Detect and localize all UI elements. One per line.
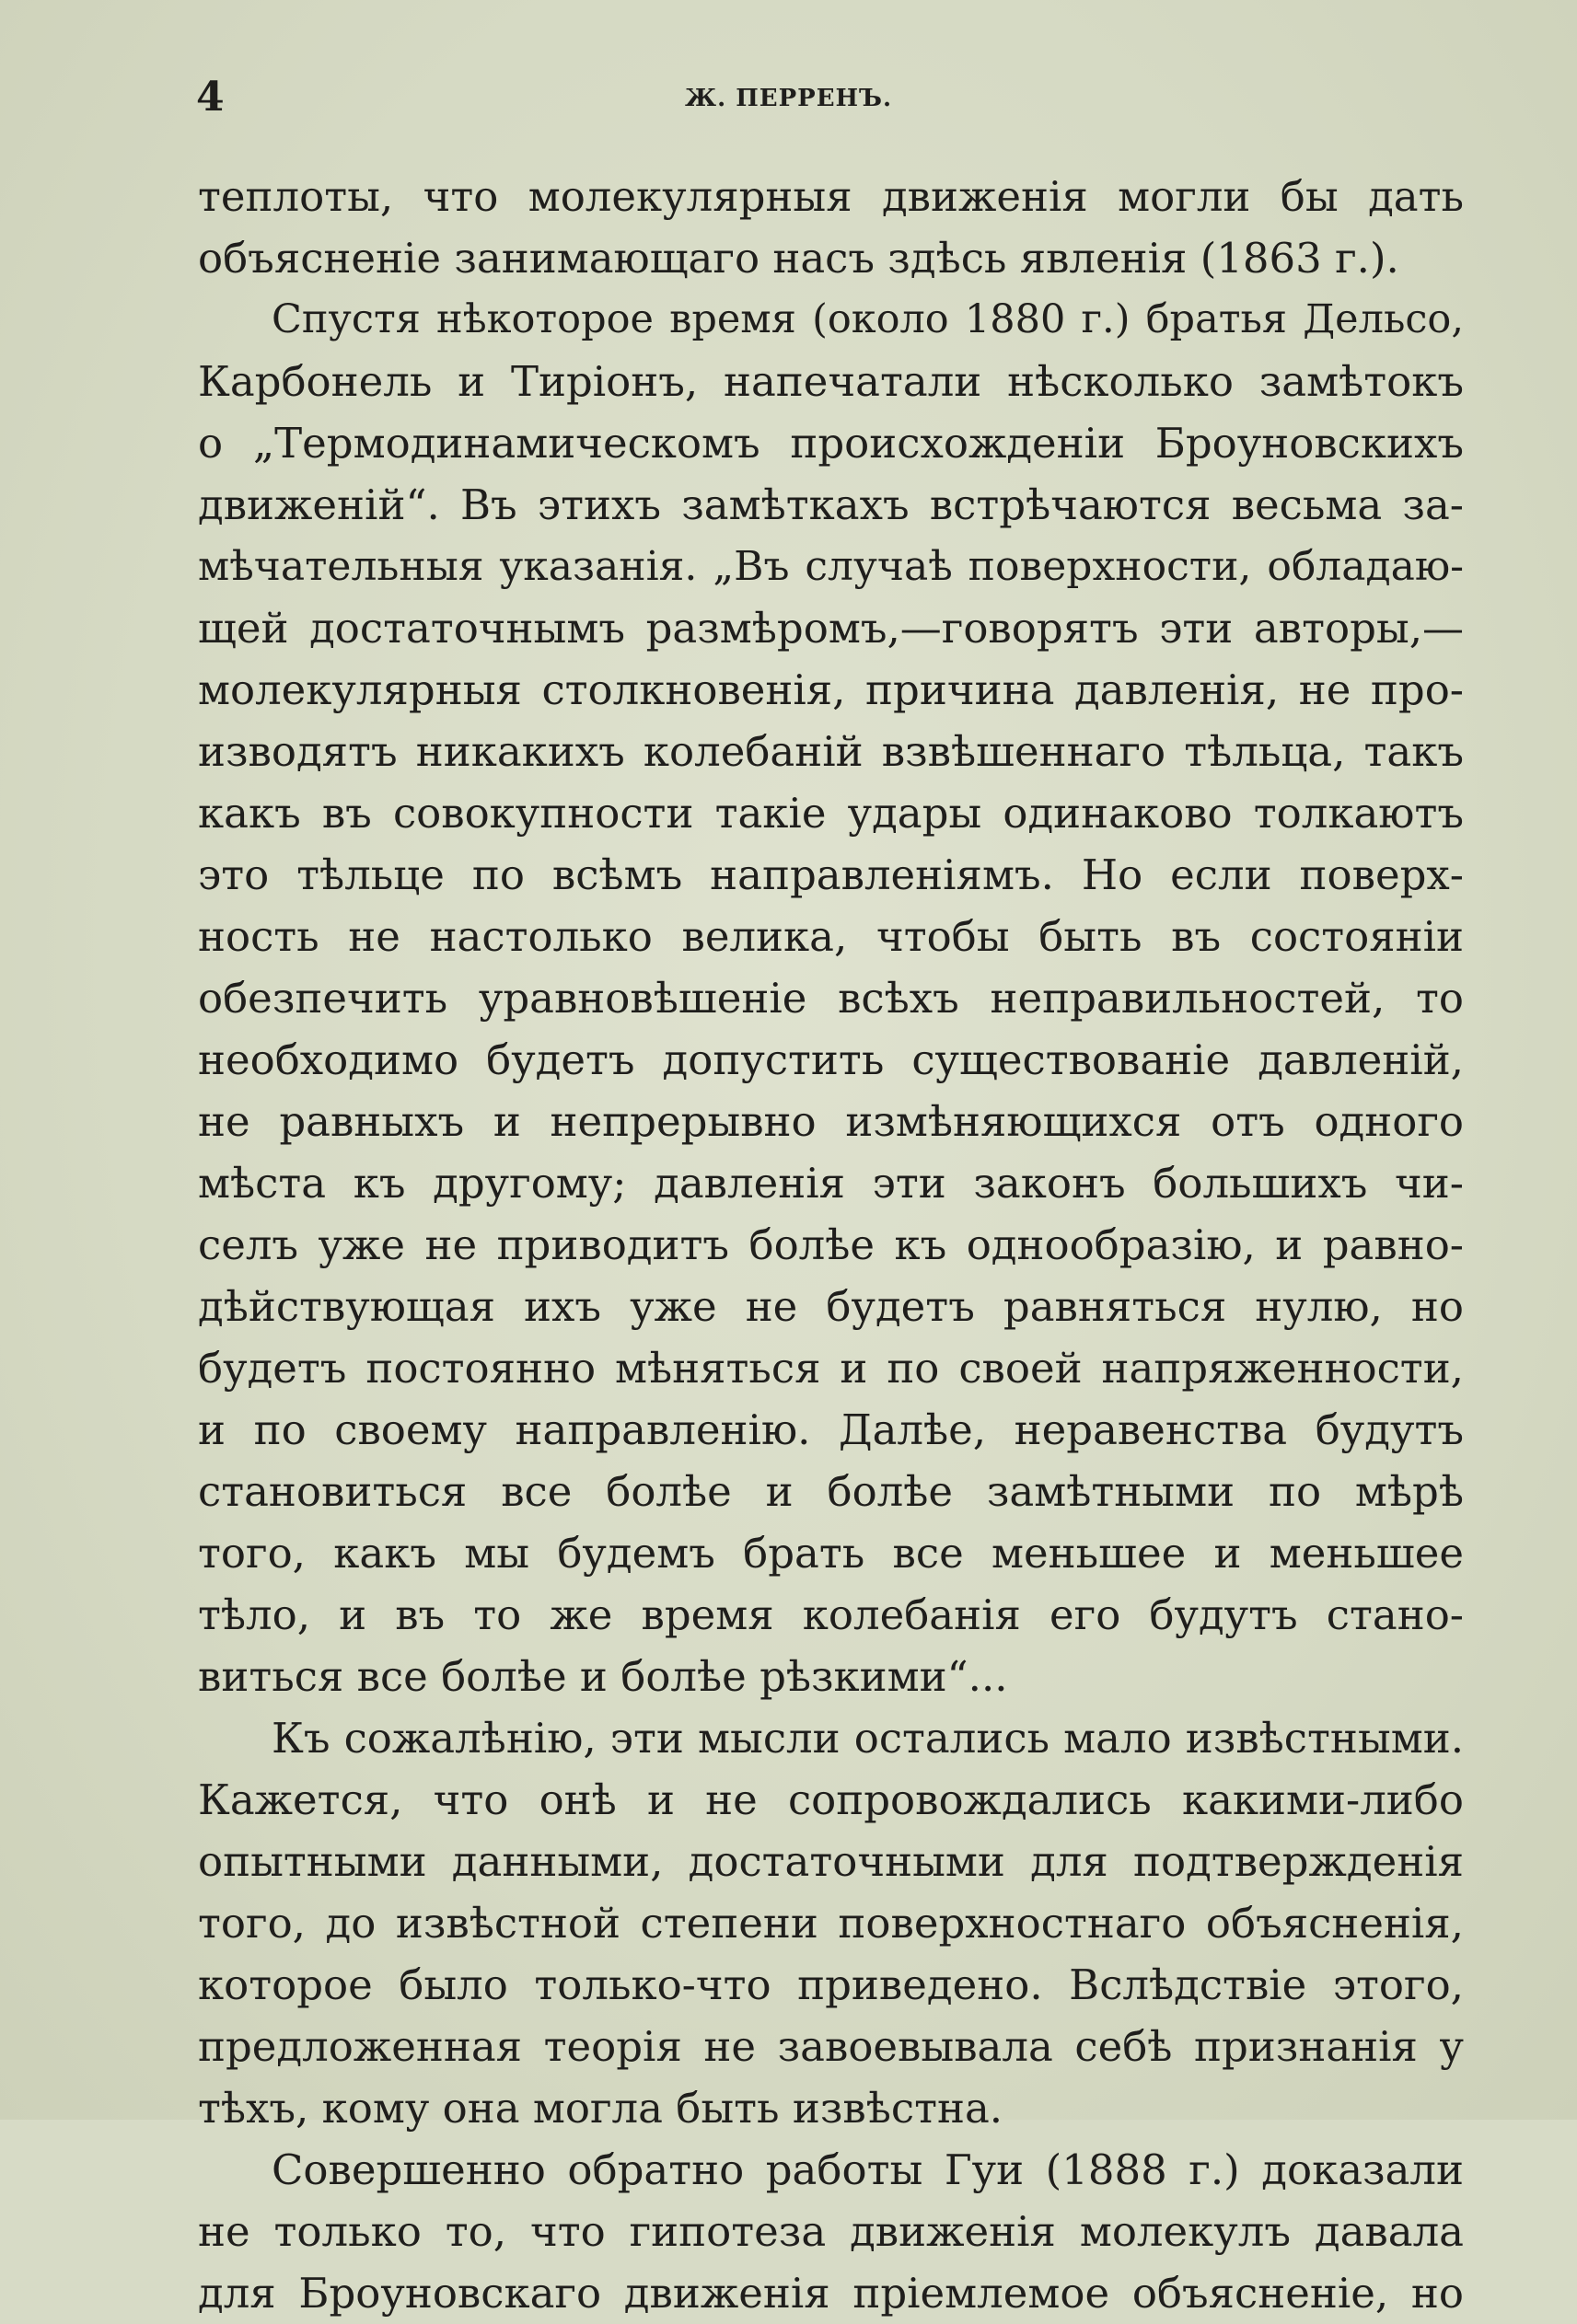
text-line: для Броуновскаго движенія пріемлемое объясненіе, но — [198, 2269, 1464, 2318]
text-line: дѣйствующая ихъ уже не будетъ равняться нулю, но — [198, 1282, 1464, 1331]
text-line: тѣло, и въ то же время колебанія его будутъ стано- — [198, 1590, 1464, 1639]
text-line: Карбонель и Тиріонъ, напечатали нѣсколько замѣтокъ — [198, 357, 1464, 406]
running-title: Ж. ПЕРРЕНЪ. — [685, 85, 892, 112]
page-number: 4 — [196, 74, 225, 121]
text-line: обезпечить уравновѣшеніе всѣхъ неправильностей, то — [198, 974, 1464, 1023]
text-line: становиться все болѣе и болѣе замѣтными по мѣрѣ — [198, 1467, 1464, 1516]
text-line: не равныхъ и непрерывно измѣняющихся отъ одного — [198, 1097, 1464, 1146]
text-line: предложенная теорія не завоевывала себѣ признанія у — [198, 2022, 1464, 2071]
text-line: Спустя нѣкоторое время (около 1880 г.) братья Дельсо, — [272, 296, 1464, 342]
text-line: о „Термодинамическомъ происхожденіи Броуновскихъ — [198, 419, 1464, 468]
text-line: мѣста къ другому; давленія эти законъ большихъ чи- — [198, 1159, 1464, 1208]
text-line: того, какъ мы будемъ брать все меньшее и меньшее — [198, 1529, 1464, 1578]
text-line: изводятъ никакихъ колебаній взвѣшеннаго тѣльца, такъ — [198, 727, 1464, 776]
text-line: ность не настолько велика, чтобы быть въ состояніи — [198, 912, 1464, 961]
text-line: молекулярныя столкновенія, причина давленія, не про- — [198, 665, 1464, 714]
text-line: Къ сожалѣнію, эти мысли остались мало извѣстными. — [272, 1714, 1464, 1763]
text-line: какъ въ совокупности такіе удары одинаково толкаютъ — [198, 789, 1464, 838]
text-line: виться все болѣе и болѣе рѣзкими“... — [198, 1652, 1008, 1701]
text-line: Кажется, что онѣ и не сопровождались какими-либо — [198, 1775, 1464, 1824]
text-line: тѣхъ, кому она могла быть извѣстна. — [198, 2084, 1003, 2133]
text-line: того, до извѣстной степени поверхностнаго объясненія, — [198, 1899, 1464, 1948]
text-line: Совершенно обратно работы Гуи (1888 г.) доказали — [272, 2145, 1464, 2194]
text-line: и по своему направленію. Далѣе, неравенства будутъ — [198, 1405, 1464, 1454]
text-line: которое было только-что приведено. Вслѣдствіе этого, — [198, 1960, 1464, 2009]
text-line: движеній“. Въ этихъ замѣткахъ встрѣчаются весьма за- — [198, 480, 1464, 529]
text-line: это тѣльце по всѣмъ направленіямъ. Но если поверх- — [198, 850, 1464, 899]
text-line: мѣчательныя указанія. „Въ случаѣ поверхности, обладаю- — [198, 543, 1464, 590]
text-line: необходимо будетъ допустить существованіе давленій, — [198, 1035, 1464, 1084]
text-line: щей достаточнымъ размѣромъ,—говорятъ эти авторы,— — [198, 604, 1464, 653]
text-line: объясненіе занимающаго насъ здѣсь явленія (1863 г.). — [198, 234, 1399, 283]
body-text — [198, 166, 1464, 2324]
text-line: теплоты, что молекулярныя движенія могли бы дать — [198, 172, 1464, 221]
text-line: не только то, что гипотеза движенія молекулъ давала — [198, 2207, 1464, 2256]
text-line: будетъ постоянно мѣняться и по своей напряженности, — [198, 1344, 1464, 1393]
text-line: опытными данными, достаточными для подтвержденія — [198, 1837, 1464, 1886]
text-line: селъ уже не приводитъ болѣе къ однообразію, и равно- — [198, 1220, 1464, 1269]
